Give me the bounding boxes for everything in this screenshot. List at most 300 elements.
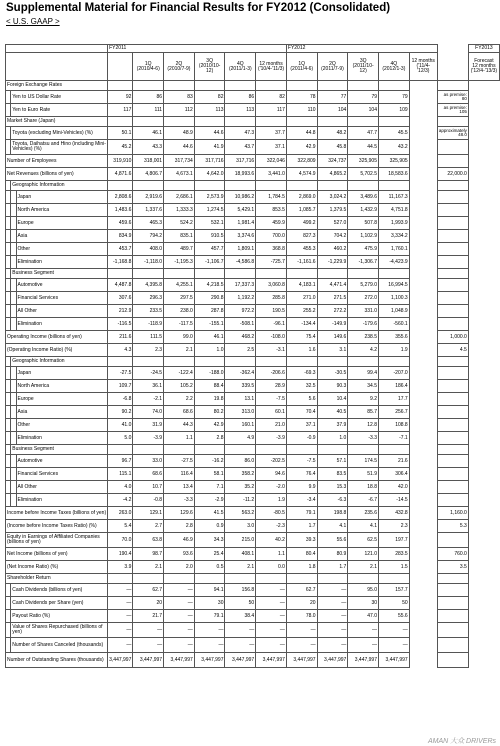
fy2012-value-cell: 78.0 bbox=[286, 610, 317, 623]
fy2013-forecast-cell bbox=[437, 155, 468, 168]
row-label: Operating Income (billions of yen) bbox=[6, 331, 108, 344]
fy2011-value-cell: 532.1 bbox=[194, 217, 225, 230]
fy2012-value-cell: — bbox=[317, 597, 348, 610]
row-label: Yen to Euro Rate bbox=[11, 104, 108, 117]
fy2011-value-cell: 2.8 bbox=[194, 432, 225, 445]
table-row bbox=[6, 584, 500, 597]
fy2013-forecast-cell bbox=[437, 393, 468, 406]
empty-cell bbox=[286, 269, 317, 279]
empty-cell bbox=[379, 117, 410, 127]
fy2012-value-cell: 12.8 bbox=[348, 419, 379, 432]
fy2012-value-cell: 70.4 bbox=[286, 406, 317, 419]
fy2011-value-cell: 190.4 bbox=[108, 548, 133, 561]
fy2012-value-cell: 18,583.6 bbox=[379, 168, 410, 181]
fy2012-value-cell: 5,279.0 bbox=[348, 279, 379, 292]
fy2011-value-cell: -2.1 bbox=[133, 393, 164, 406]
gap-cell bbox=[409, 574, 437, 584]
fy2011-value-cell: 317,716 bbox=[194, 155, 225, 168]
empty-cell bbox=[108, 117, 133, 127]
fy2011-value-cell: 50.1 bbox=[108, 127, 133, 140]
fy2011-value-cell: — bbox=[108, 610, 133, 623]
fy2012-value-cell: 117 bbox=[256, 104, 287, 117]
fy2012-value-cell: — bbox=[379, 623, 410, 638]
fy2011-value-cell: -27.5 bbox=[108, 367, 133, 380]
table-row bbox=[6, 507, 500, 520]
fy2012-value-cell: 3.1 bbox=[317, 344, 348, 357]
section-header-row bbox=[6, 445, 500, 455]
empty-cell bbox=[437, 181, 468, 191]
row-label: Cash Dividends (billions of yen) bbox=[11, 584, 108, 597]
fy2011-value-cell: 86 bbox=[133, 91, 164, 104]
fy2013-header: FY2013 bbox=[468, 45, 499, 53]
fy2013-forecast-cell: 22,000.0 bbox=[437, 168, 468, 181]
empty-cell bbox=[164, 181, 195, 191]
forecast-label: Forecast bbox=[474, 58, 494, 64]
row-label: Number of Employees bbox=[6, 155, 108, 168]
row-label: Cash Dividends per Share (yen) bbox=[11, 597, 108, 610]
fy2012-value-cell: 94.6 bbox=[256, 468, 287, 481]
fy2011-value-cell: — bbox=[108, 584, 133, 597]
fy2011-value-cell: 468.2 bbox=[225, 331, 256, 344]
fy2012-value-cell: 37.1 bbox=[256, 140, 287, 155]
fy2011-value-cell: — bbox=[164, 584, 195, 597]
fy2011-value-cell: 4.3 bbox=[108, 344, 133, 357]
fy2012-value-cell: 499.2 bbox=[286, 217, 317, 230]
fy2012-value-cell: 34.5 bbox=[348, 380, 379, 393]
row-label: Value of Shares Repurchased (billions of yen) bbox=[11, 623, 108, 638]
fy2012-value-cell: — bbox=[286, 638, 317, 653]
fy2011-value-cell: -362.4 bbox=[225, 367, 256, 380]
fy2012-value-cell: 10.4 bbox=[317, 393, 348, 406]
ratio-row bbox=[6, 344, 500, 357]
row-label: Elimination bbox=[16, 256, 108, 269]
empty-cell bbox=[256, 445, 287, 455]
fy2011-header: FY2011 bbox=[108, 45, 287, 53]
row-label: Financial Services bbox=[16, 468, 108, 481]
fy2011-value-cell: 47.3 bbox=[225, 127, 256, 140]
table-row bbox=[6, 494, 500, 507]
empty-cell bbox=[256, 81, 287, 91]
section-label: Geographic Information bbox=[11, 357, 108, 367]
fy2012-header: FY2012 bbox=[286, 45, 437, 53]
fy2012-value-cell: -6.7 bbox=[348, 494, 379, 507]
fy2011-value-cell: 46.1 bbox=[133, 127, 164, 140]
row-label: Number of Outstanding Shares (thousands) bbox=[6, 653, 108, 668]
fy2011-value-cell: 290.8 bbox=[194, 292, 225, 305]
fy2011-value-cell: 318,001 bbox=[133, 155, 164, 168]
fy2012-value-cell: — bbox=[256, 638, 287, 653]
row-label: Other bbox=[16, 419, 108, 432]
fy2011-value-cell: 129.1 bbox=[133, 507, 164, 520]
fy11-q2-header bbox=[164, 53, 195, 81]
fy2011-value-cell: 45.2 bbox=[108, 140, 133, 155]
fy2013-forecast-cell: as premise: 105 bbox=[437, 104, 468, 117]
fy2013-forecast-cell bbox=[437, 140, 468, 155]
fy2011-value-cell: 3.0 bbox=[225, 520, 256, 533]
row-label: Japan bbox=[16, 191, 108, 204]
fy12-12m-header bbox=[409, 53, 437, 81]
empty-cell bbox=[348, 269, 379, 279]
fy2011-value-cell: 2.1 bbox=[164, 344, 195, 357]
empty-cell bbox=[194, 357, 225, 367]
fy2012-value-cell: 1.7 bbox=[286, 520, 317, 533]
fy2012-value-cell: 256.7 bbox=[379, 406, 410, 419]
accounting-standard-label: < U.S. GAAP > bbox=[6, 17, 60, 26]
empty-cell bbox=[225, 81, 256, 91]
fy2011-value-cell: 287.8 bbox=[194, 305, 225, 318]
fy2012-value-cell: 1.6 bbox=[286, 344, 317, 357]
fy2011-value-cell: 453.7 bbox=[108, 243, 133, 256]
fy2011-value-cell: -188.0 bbox=[194, 367, 225, 380]
table-row bbox=[6, 279, 500, 292]
empty-cell bbox=[348, 181, 379, 191]
empty-cell bbox=[108, 81, 133, 91]
period-label: (2010/7-9) bbox=[167, 65, 191, 72]
empty-cell bbox=[437, 81, 468, 91]
section-label: Business Segment bbox=[11, 269, 108, 279]
table-row bbox=[6, 191, 500, 204]
period-label: (2012/1-3) bbox=[382, 65, 406, 72]
fy2011-value-cell: 18,993.6 bbox=[225, 168, 256, 181]
fy2011-value-cell: -508.1 bbox=[225, 318, 256, 331]
fy2011-value-cell: -122.4 bbox=[164, 367, 195, 380]
fy2011-value-cell: -27.5 bbox=[164, 455, 195, 468]
fy2011-value-cell: 36.1 bbox=[133, 380, 164, 393]
fy2011-value-cell: -1,106.7 bbox=[194, 256, 225, 269]
fy2012-value-cell: 283.5 bbox=[379, 548, 410, 561]
fy2013-forecast-cell bbox=[437, 217, 468, 230]
empty-cell bbox=[317, 357, 348, 367]
fy2012-value-cell: 1,784.5 bbox=[256, 191, 287, 204]
empty-cell bbox=[437, 574, 468, 584]
fy2012-value-cell: — bbox=[317, 623, 348, 638]
fy2011-value-cell: 44.3 bbox=[164, 419, 195, 432]
fy2011-value-cell: 5.4 bbox=[108, 520, 133, 533]
gap-cell bbox=[409, 318, 437, 331]
fy2013-forecast-cell: 1,160.0 bbox=[437, 507, 468, 520]
page-title: Supplemental Material for Financial Results for FY2012 (Consolidated) bbox=[6, 2, 391, 14]
table-row bbox=[6, 597, 500, 610]
gap-cell bbox=[409, 127, 437, 140]
fy2012-value-cell: 255.2 bbox=[286, 305, 317, 318]
empty-cell bbox=[194, 574, 225, 584]
fy2012-value-cell: 75.4 bbox=[286, 331, 317, 344]
empty-cell bbox=[225, 445, 256, 455]
fy2012-value-cell: 44.5 bbox=[348, 140, 379, 155]
fy2012-value-cell: 108.8 bbox=[379, 419, 410, 432]
gap-cell bbox=[409, 230, 437, 243]
period-label: ('10/4-'11/3) bbox=[258, 65, 285, 72]
fy2013-forecast-cell bbox=[437, 610, 468, 623]
fy2012-value-cell: 4,865.2 bbox=[317, 168, 348, 181]
fy2012-value-cell: 21.0 bbox=[256, 419, 287, 432]
fy2013-forecast-cell bbox=[437, 406, 468, 419]
fy12-q3-header bbox=[348, 53, 379, 81]
fy2011-value-cell: 117 bbox=[108, 104, 133, 117]
fy2012-value-cell: 90.3 bbox=[317, 380, 348, 393]
table-row bbox=[6, 331, 500, 344]
row-label: Automotive bbox=[16, 279, 108, 292]
fy2011-value-cell: 70.0 bbox=[108, 533, 133, 548]
fy2012-value-cell: -6.3 bbox=[317, 494, 348, 507]
fy2011-value-cell: 7.1 bbox=[194, 481, 225, 494]
fy2011-value-cell: — bbox=[133, 623, 164, 638]
fy2012-value-cell: 40.2 bbox=[256, 533, 287, 548]
empty-cell bbox=[317, 181, 348, 191]
row-label: Payout Ratio (%) bbox=[11, 610, 108, 623]
fy2011-value-cell: 96.7 bbox=[108, 455, 133, 468]
fy2011-value-cell: 4.0 bbox=[108, 481, 133, 494]
fy2012-value-cell: 15.3 bbox=[317, 481, 348, 494]
fy2012-value-cell: — bbox=[317, 584, 348, 597]
row-label: Equity in Earnings of Affiliated Companies (billions of yen) bbox=[6, 533, 108, 548]
fy2013-forecast-cell bbox=[437, 533, 468, 548]
row-label: North America bbox=[16, 380, 108, 393]
fy2011-value-cell: -24.5 bbox=[133, 367, 164, 380]
fy2012-value-cell: 45.8 bbox=[317, 140, 348, 155]
gap-cell bbox=[409, 445, 437, 455]
fy2013-forecast-cell: 760.0 bbox=[437, 548, 468, 561]
fy2011-value-cell: 2,686.1 bbox=[164, 191, 195, 204]
fy2013-forecast-cell bbox=[437, 638, 468, 653]
empty-cell bbox=[133, 574, 164, 584]
fy2011-value-cell: 2.5 bbox=[225, 344, 256, 357]
fy2011-value-cell: 3,447,997 bbox=[164, 653, 195, 668]
fy2012-value-cell: -206.6 bbox=[256, 367, 287, 380]
gap-cell bbox=[409, 610, 437, 623]
fy2012-value-cell: — bbox=[348, 638, 379, 653]
fy2012-value-cell: -3.9 bbox=[256, 432, 287, 445]
empty-cell bbox=[437, 117, 468, 127]
fy2011-value-cell: 68.6 bbox=[164, 406, 195, 419]
fy2012-value-cell: 455.3 bbox=[286, 243, 317, 256]
fy2011-value-cell: 1,337.6 bbox=[133, 204, 164, 217]
fy2011-value-cell: 20 bbox=[133, 597, 164, 610]
forecast-range-label: ('12/4-'13/3) bbox=[470, 68, 498, 74]
fy2012-value-cell: 80.9 bbox=[317, 548, 348, 561]
fy2013-forecast-cell bbox=[437, 230, 468, 243]
gap-cell bbox=[409, 548, 437, 561]
q-label: 3Q bbox=[206, 58, 213, 64]
gap-cell bbox=[409, 623, 437, 638]
fy2012-value-cell: — bbox=[317, 638, 348, 653]
table-row bbox=[6, 243, 500, 256]
fy2012-value-cell: — bbox=[256, 623, 287, 638]
fy2011-value-cell: 58.1 bbox=[194, 468, 225, 481]
fy2011-value-cell: 94.1 bbox=[194, 584, 225, 597]
fy2012-value-cell: 432.8 bbox=[379, 507, 410, 520]
fy2012-value-cell: -80.5 bbox=[256, 507, 287, 520]
fy2013-forecast-cell bbox=[437, 481, 468, 494]
fy2012-value-cell: 272.2 bbox=[317, 305, 348, 318]
fy2011-value-cell: 307.6 bbox=[108, 292, 133, 305]
section-label: Foreign Exchange Rates bbox=[6, 81, 108, 91]
section-header-row bbox=[6, 357, 500, 367]
header-blank bbox=[6, 53, 108, 81]
fy2012-value-cell: 55.6 bbox=[317, 533, 348, 548]
table-row bbox=[6, 168, 500, 181]
fy2011-value-cell: 1,483.6 bbox=[108, 204, 133, 217]
gap-cell bbox=[409, 494, 437, 507]
gap-cell bbox=[409, 256, 437, 269]
gap-cell bbox=[409, 104, 437, 117]
fy2011-value-cell: 105.2 bbox=[164, 380, 195, 393]
fy2012-value-cell: — bbox=[256, 597, 287, 610]
fy2011-value-cell: 4.9 bbox=[225, 432, 256, 445]
empty-cell bbox=[286, 574, 317, 584]
q-label: 2Q bbox=[175, 60, 183, 67]
gap-cell bbox=[409, 344, 437, 357]
row-label: Net Revenues (billions of yen) bbox=[6, 168, 108, 181]
fy2012-value-cell: 1,085.7 bbox=[286, 204, 317, 217]
empty-cell bbox=[164, 357, 195, 367]
fy2011-value-cell: 317,716 bbox=[225, 155, 256, 168]
fy2012-value-cell: 3,024.2 bbox=[317, 191, 348, 204]
fy2012-value-cell: 700.0 bbox=[256, 230, 287, 243]
fy2012-value-cell: 1,379.5 bbox=[317, 204, 348, 217]
row-label: Income before Income Taxes (billions of yen) bbox=[6, 507, 108, 520]
fy2012-value-cell: 704.2 bbox=[317, 230, 348, 243]
fy2011-value-cell: — bbox=[225, 638, 256, 653]
fy2011-value-cell: 31.9 bbox=[133, 419, 164, 432]
fy2011-value-cell: 317,734 bbox=[164, 155, 195, 168]
table-row bbox=[6, 155, 500, 168]
empty-cell bbox=[437, 269, 468, 279]
fy2011-value-cell: 910.5 bbox=[194, 230, 225, 243]
fy2011-value-cell: -3.9 bbox=[133, 432, 164, 445]
fy2012-value-cell: 325,905 bbox=[379, 155, 410, 168]
row-label: Number of Shares Canceled (thousands) bbox=[11, 638, 108, 653]
fy2012-value-cell: 3,334.2 bbox=[379, 230, 410, 243]
fy2012-value-cell: 2.1 bbox=[348, 561, 379, 574]
fy13-forecast-header bbox=[468, 53, 499, 81]
fy2011-value-cell: — bbox=[164, 638, 195, 653]
fy2011-value-cell: 1,981.4 bbox=[225, 217, 256, 230]
gap-cell bbox=[409, 468, 437, 481]
gap-cell bbox=[409, 155, 437, 168]
row-label: Asia bbox=[16, 406, 108, 419]
fy2011-value-cell: 80.2 bbox=[194, 406, 225, 419]
fy2011-value-cell: 457.7 bbox=[194, 243, 225, 256]
fy2012-value-cell: -149.9 bbox=[317, 318, 348, 331]
fy2013-forecast-cell: 1,000.0 bbox=[437, 331, 468, 344]
fy2011-value-cell: 34.3 bbox=[194, 533, 225, 548]
fy2012-value-cell: 47.7 bbox=[348, 127, 379, 140]
table-row bbox=[6, 318, 500, 331]
fy2011-value-cell: 86.0 bbox=[225, 455, 256, 468]
empty-cell bbox=[379, 445, 410, 455]
fy2012-value-cell: -14.5 bbox=[379, 494, 410, 507]
fy2012-value-cell: 79.1 bbox=[286, 507, 317, 520]
fy2012-value-cell: 1,993.9 bbox=[379, 217, 410, 230]
fy2012-value-cell: 368.8 bbox=[256, 243, 287, 256]
fy2012-value-cell: -108.0 bbox=[256, 331, 287, 344]
empty-cell bbox=[286, 357, 317, 367]
fy2012-value-cell: 99.4 bbox=[348, 367, 379, 380]
empty-cell bbox=[194, 117, 225, 127]
empty-cell bbox=[133, 445, 164, 455]
fy2012-value-cell: -4,423.9 bbox=[379, 256, 410, 269]
fy2011-value-cell: 3,447,997 bbox=[194, 653, 225, 668]
fy2012-value-cell: 62.7 bbox=[286, 584, 317, 597]
empty-cell bbox=[348, 81, 379, 91]
fy2011-value-cell: 319,910 bbox=[108, 155, 133, 168]
row-label: Elimination bbox=[16, 494, 108, 507]
row-label: (Income before Income Taxes Ratio) (%) bbox=[6, 520, 108, 533]
fy2011-value-cell: 17,337.3 bbox=[225, 279, 256, 292]
fy2012-value-cell: -7.5 bbox=[286, 455, 317, 468]
empty-cell bbox=[194, 445, 225, 455]
fy2011-value-cell: 563.2 bbox=[225, 507, 256, 520]
header-row-years bbox=[6, 45, 500, 53]
empty-cell bbox=[286, 117, 317, 127]
empty-cell bbox=[348, 117, 379, 127]
q-label: 12 months bbox=[259, 60, 283, 67]
fy2011-value-cell: 212.9 bbox=[108, 305, 133, 318]
fy2012-value-cell: 238.5 bbox=[348, 331, 379, 344]
fy2013-forecast-cell bbox=[437, 419, 468, 432]
table-body bbox=[6, 45, 500, 668]
header-row-periods bbox=[6, 53, 500, 81]
fy2012-value-cell: 4,471.4 bbox=[317, 279, 348, 292]
fy2011-value-cell: 92 bbox=[108, 91, 133, 104]
fy2012-value-cell: 475.9 bbox=[348, 243, 379, 256]
empty-cell bbox=[348, 445, 379, 455]
empty-cell bbox=[256, 181, 287, 191]
row-label: Other bbox=[16, 243, 108, 256]
fy2012-value-cell: 4.1 bbox=[348, 520, 379, 533]
fy2011-value-cell: 211.6 bbox=[108, 331, 133, 344]
fy2011-value-cell: 834.9 bbox=[108, 230, 133, 243]
fy2012-value-cell: 51.9 bbox=[348, 468, 379, 481]
gap-cell bbox=[409, 331, 437, 344]
fy2011-value-cell: — bbox=[108, 623, 133, 638]
table-row bbox=[6, 104, 500, 117]
gap-cell bbox=[409, 533, 437, 548]
table-row bbox=[6, 217, 500, 230]
fy2012-value-cell: 95.0 bbox=[348, 584, 379, 597]
fy2011-value-cell: 111 bbox=[133, 104, 164, 117]
fy2012-value-cell: 1.5 bbox=[379, 561, 410, 574]
fy2011-value-cell: 408.1 bbox=[225, 548, 256, 561]
fy2011-value-cell: — bbox=[108, 638, 133, 653]
empty-cell bbox=[286, 445, 317, 455]
empty-cell bbox=[194, 269, 225, 279]
section-label: Market Share (Japan) bbox=[6, 117, 108, 127]
fy2012-value-cell: 11,167.3 bbox=[379, 191, 410, 204]
fy11-q4-header bbox=[225, 53, 256, 81]
fy2012-value-cell: 1.9 bbox=[379, 344, 410, 357]
fy11-q1-header bbox=[133, 53, 164, 81]
fy2011-value-cell: 74.0 bbox=[133, 406, 164, 419]
fy2011-value-cell: 972.2 bbox=[225, 305, 256, 318]
gap-cell bbox=[409, 140, 437, 155]
fy2012-value-cell: 459.9 bbox=[256, 217, 287, 230]
fy2011-value-cell: 129.6 bbox=[164, 507, 195, 520]
q-label: 4Q bbox=[237, 60, 244, 67]
table-row bbox=[6, 230, 500, 243]
fy2012-value-cell: -96.1 bbox=[256, 318, 287, 331]
table-row bbox=[6, 653, 500, 668]
gap-cell bbox=[409, 520, 437, 533]
fy2012-value-cell: 1.7 bbox=[317, 561, 348, 574]
fy2011-value-cell: -117.5 bbox=[164, 318, 195, 331]
fy2012-value-cell: 198.8 bbox=[317, 507, 348, 520]
gap-cell bbox=[409, 357, 437, 367]
fy2011-value-cell: 86 bbox=[225, 91, 256, 104]
fy2013-forecast-cell bbox=[437, 494, 468, 507]
fy2012-value-cell: 79 bbox=[348, 91, 379, 104]
